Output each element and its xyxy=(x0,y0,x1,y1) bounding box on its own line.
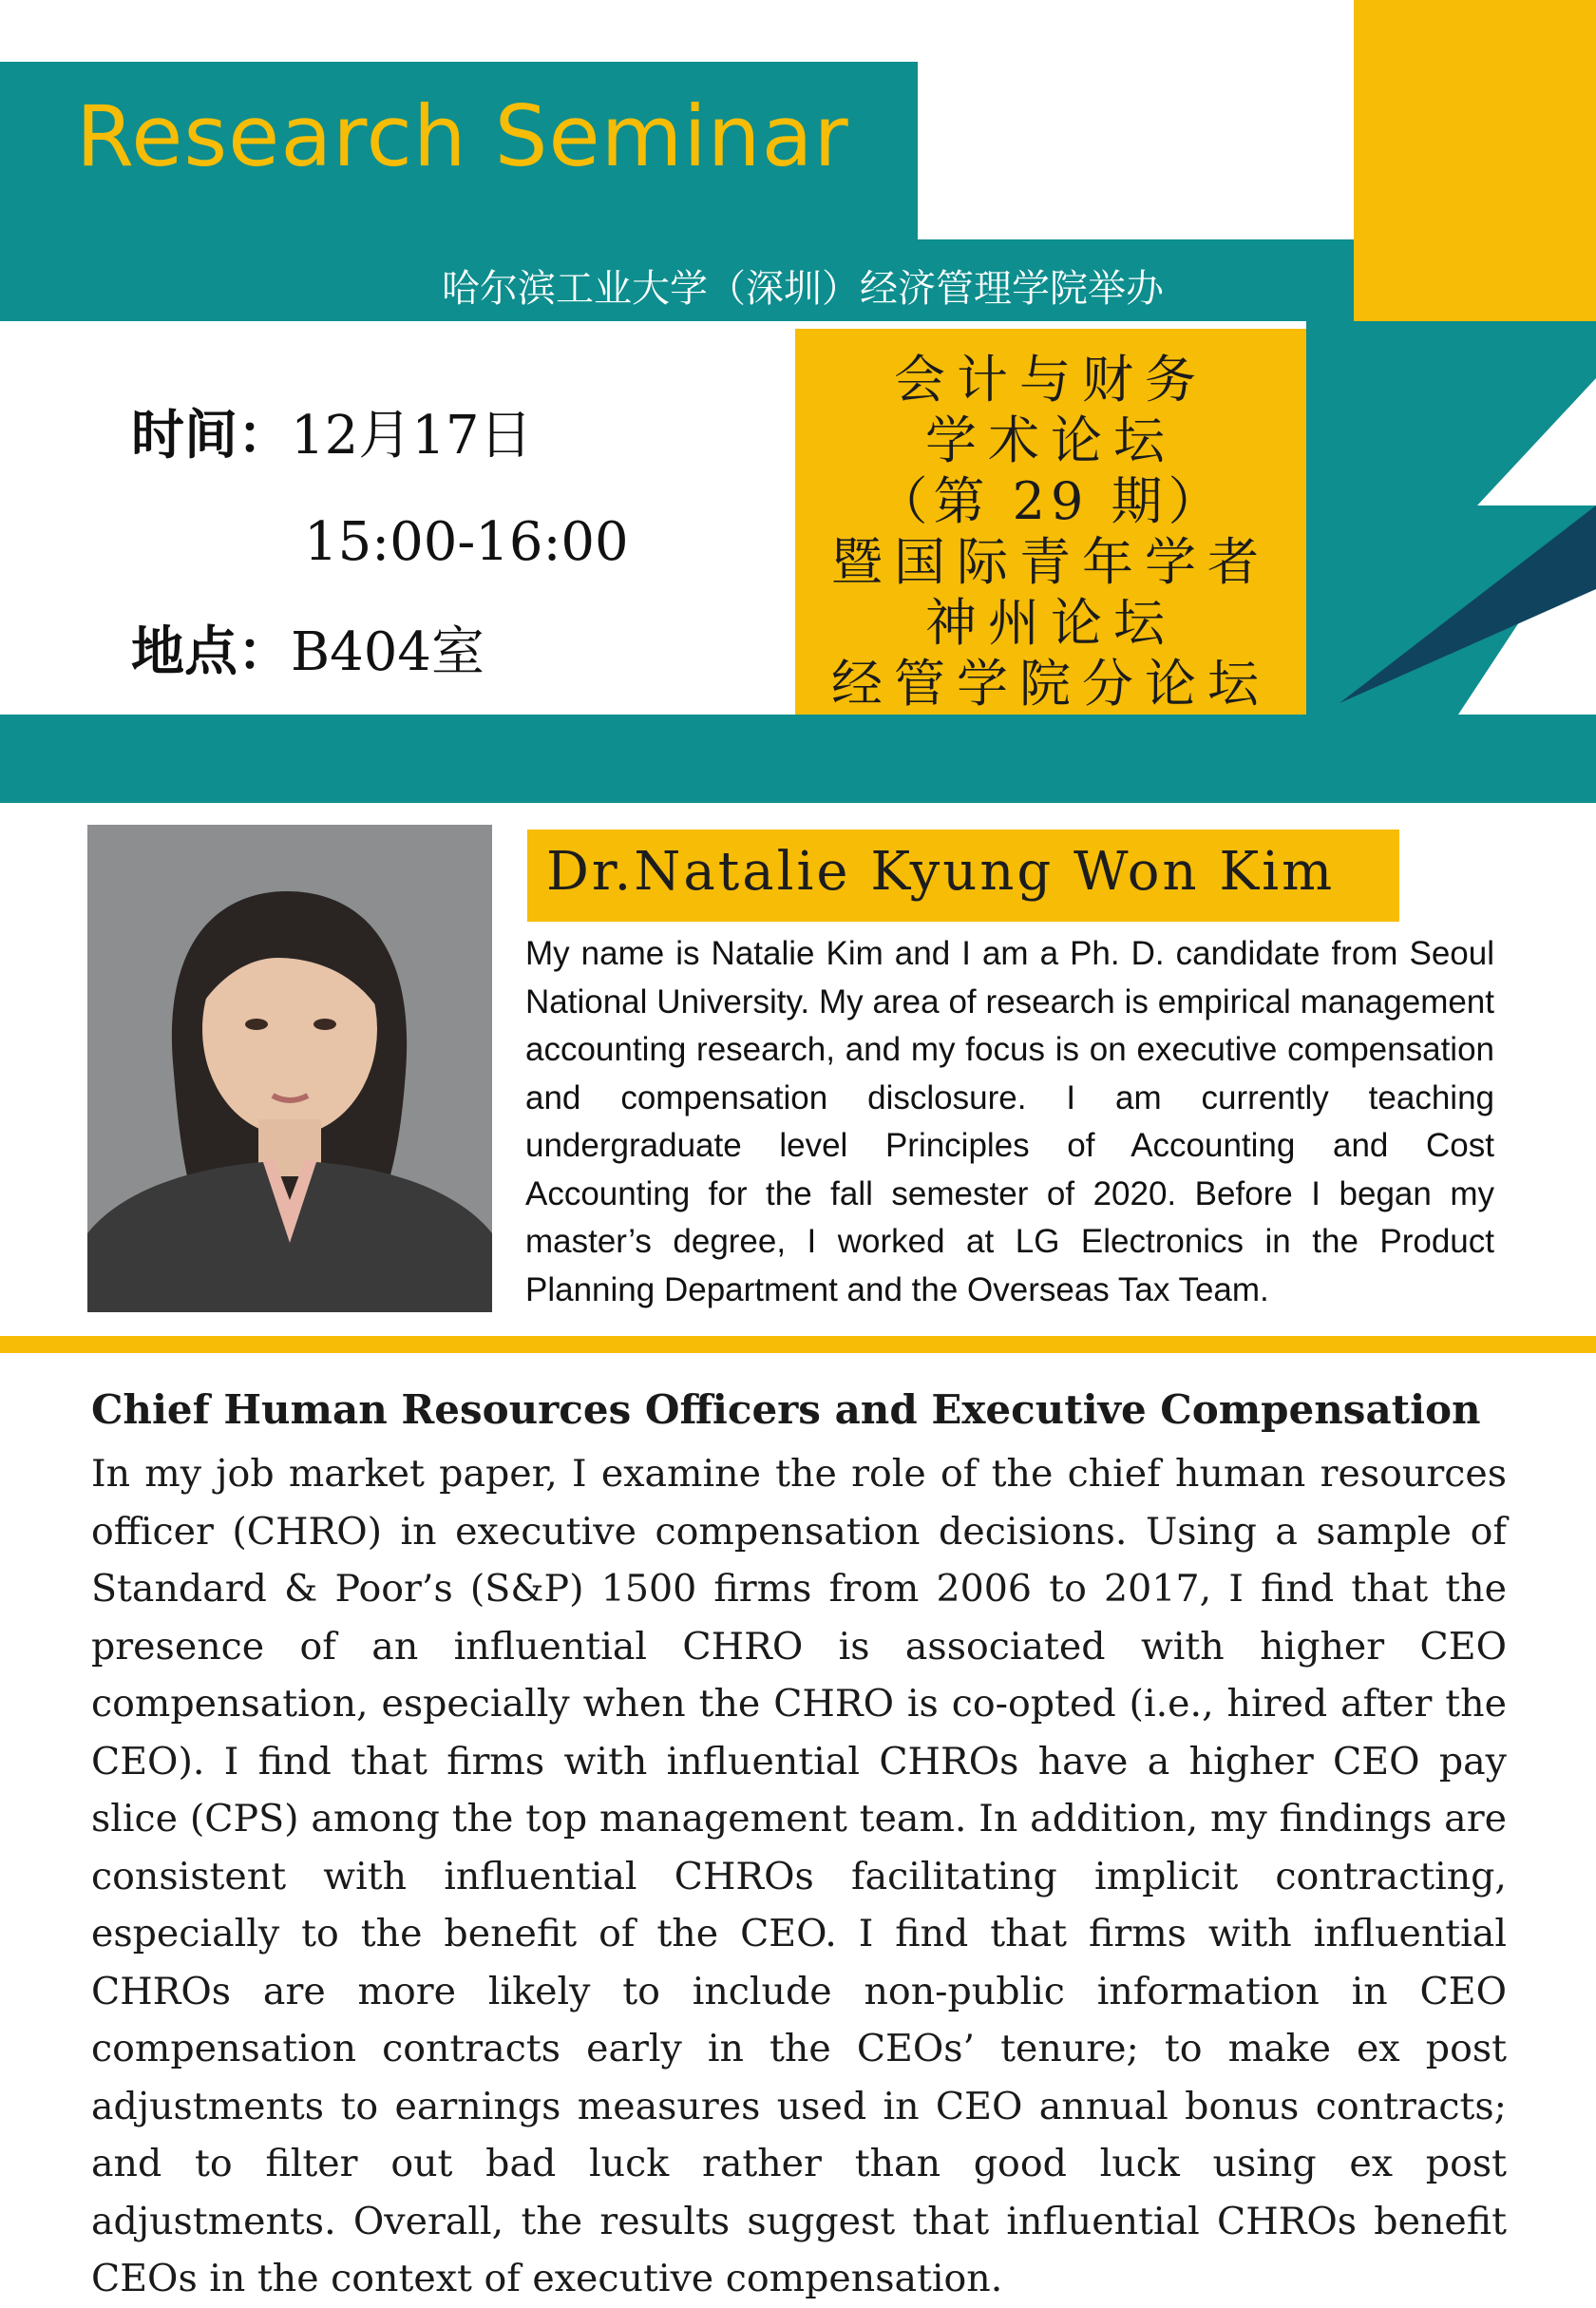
teal-divider-band xyxy=(0,715,1596,803)
forum-line-1: 会计与财务 xyxy=(894,350,1207,410)
time-row xyxy=(131,404,533,467)
paper-title: Chief Human Resources Officers and Executive Compensation xyxy=(91,1386,1481,1433)
event-location: B404室 xyxy=(291,621,485,683)
yellow-corner-block xyxy=(1354,0,1596,321)
time-range: 15:00-16:00 xyxy=(304,511,629,573)
organizer-text: 哈尔滨工业大学（深圳）经济管理学院举办 xyxy=(442,267,1164,311)
location-label: 地点： xyxy=(131,620,291,683)
speaker-portrait-illustration xyxy=(87,825,492,1312)
forum-line-4: 暨国际青年学者 xyxy=(831,532,1270,592)
yellow-divider xyxy=(0,1336,1596,1353)
forum-line-2: 学术论坛 xyxy=(925,410,1176,470)
event-date: 12月17日 xyxy=(291,405,533,467)
forum-line-3: （第 29 期） xyxy=(876,471,1226,531)
page-title: Research Seminar xyxy=(76,87,849,185)
forum-line-5: 神州论坛 xyxy=(925,593,1176,653)
location-row xyxy=(131,620,485,683)
speaker-bio: My name is Natalie Kim and I am a Ph. D. candidate from Seoul National University. My area of research is empirical management accounting research, and my focus is on executive compensation and compensation disclosure. I am currently teaching undergraduate level Principles of Accounting and Cost Accounting for the fall semester of 2020. Before I began my master’s degree, I worked at LG Electronics in the Product Planning Department and the Overseas Tax Team. xyxy=(525,935,1494,1308)
speaker-photo xyxy=(87,825,492,1312)
teal-triangle xyxy=(1306,321,1596,715)
paper-abstract: In my job market paper, I examine the role of the chief human resources officer (CHRO) in executive compensation decisions. Using a sample of Standard & Poor’s (S&P) 1500 firms from 2006 to 2017, I find that the presence of an influential CHRO is associated with higher CEO compensation, especially when the CHRO is co-opted (i.e., hired after the CEO). I find that firms with influential CHROs have a higher CEO pay slice (CPS) among the top management team. In addition, my findings are consistent with influential CHROs facilitating implicit contracting, especially to the benefit of the CEO. I find that firms with influential CHROs are more likely to include non-public information in CEO compensation contracts early in the CEOs’ tenure; to make ex post adjustments to earnings measures used in CEO annual bonus contracts; and to filter out bad luck rather than good luck using ex post adjustments. Overall, the results suggest that influential CHROs benefit CEOs in the context of executive compensation. xyxy=(91,1452,1507,2300)
forum-line-6: 经管学院分论坛 xyxy=(831,654,1270,714)
speaker-name: Dr.Natalie Kyung Won Kim xyxy=(546,841,1336,903)
time-label: 时间： xyxy=(131,404,291,467)
